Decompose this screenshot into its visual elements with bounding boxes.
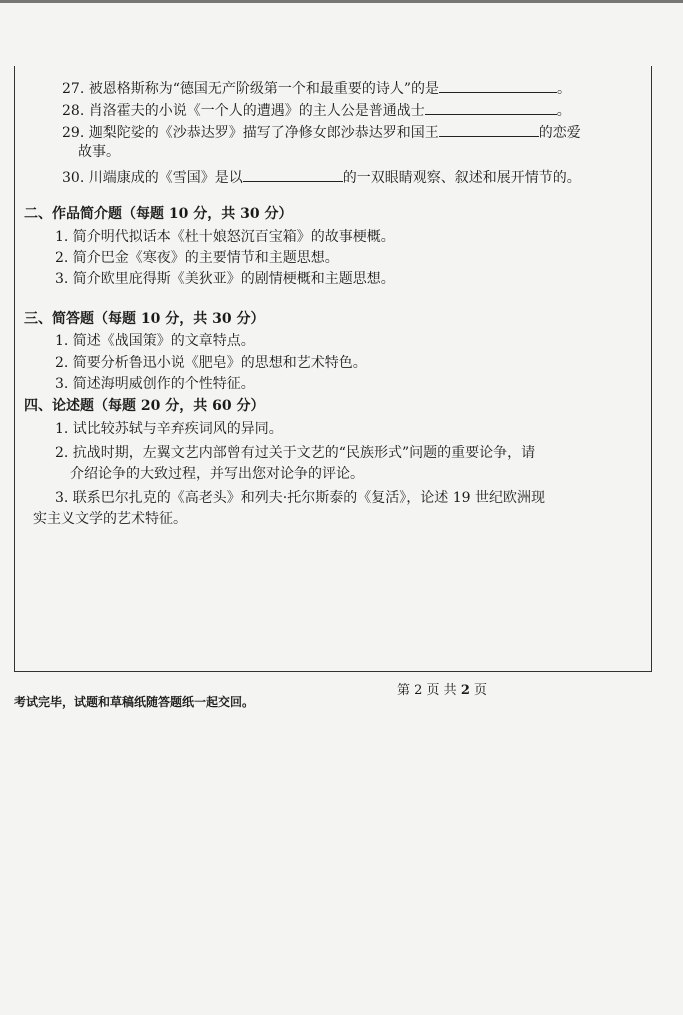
question-27-tail: 。 [557,81,572,97]
question-30-tail: 的一双眼睛观察、叙述和展开情节的。 [342,170,581,186]
question-28-tail: 。 [556,103,571,119]
answer-blank-30[interactable] [243,167,343,182]
top-edge [0,0,683,3]
question-27-text: 27. 被恩格斯称为“德国无产阶级第一个和最重要的诗人”的是 [62,81,440,97]
answer-blank-29[interactable] [439,122,539,137]
question-30 [62,167,581,187]
page-number [397,679,487,698]
section-4-heading: 四、论述题（每题 20 分，共 60 分） [24,398,265,414]
answer-blank-27[interactable] [439,78,557,93]
question-28 [62,100,571,120]
question-29-line2: 故事。 [78,144,120,160]
question-27 [62,78,571,98]
question-29 [62,122,581,142]
section-3-item-1: 1. 简述《战国策》的文章特点。 [55,333,255,349]
page-total: 2 [460,683,470,698]
section-2-item-1: 1. 简介明代拟话本《杜十娘怒沉百宝箱》的故事梗概。 [55,229,395,245]
section-4-item-1: 1. 试比较苏轼与辛弃疾词风的异同。 [55,421,283,437]
section-3-heading: 三、简答题（每题 10 分，共 30 分） [24,311,265,327]
section-2-item-3: 3. 简介欧里庇得斯《美狄亚》的剧情梗概和主题思想。 [55,271,395,287]
section-2-item-2: 2. 简介巴金《寒夜》的主要情节和主题思想。 [55,250,339,266]
section-4-item-2: 2. 抗战时期，左翼文艺内部曾有过关于文艺的“民族形式”问题的重要论争，请 [55,445,536,461]
page-suffix: 页 [469,683,487,698]
section-4-item-2-line2: 介绍论争的大致过程，并写出您对论争的评论。 [70,466,364,482]
section-3-item-3: 3. 简述海明威创作的个性特征。 [55,376,255,392]
section-2-heading: 二、作品简介题（每题 10 分，共 30 分） [24,206,293,222]
question-30-text: 30. 川端康成的《雪国》是以 [62,170,243,186]
section-3-item-2: 2. 简要分析鲁迅小说《肥皂》的思想和艺术特色。 [55,355,367,371]
answer-blank-28[interactable] [425,100,557,115]
page-prefix: 第 2 页 共 [397,683,461,698]
question-29-tail: 的恋爱 [538,125,581,141]
question-28-text: 28. 肖洛霍夫的小说《一个人的遭遇》的主人公是普通战士 [62,103,425,119]
exam-end-note: 考试完毕，试题和草稿纸随答题纸一起交回。 [14,695,255,709]
question-29-text: 29. 迦梨陀娑的《沙恭达罗》描写了净修女郎沙恭达罗和国王 [62,125,439,141]
section-4-item-3: 3. 联系巴尔扎克的《高老头》和列夫·托尔斯泰的《复活》，论述 19 世纪欧洲现 [55,490,545,506]
section-4-item-3-line2: 实主义文学的艺术特征。 [33,511,187,527]
